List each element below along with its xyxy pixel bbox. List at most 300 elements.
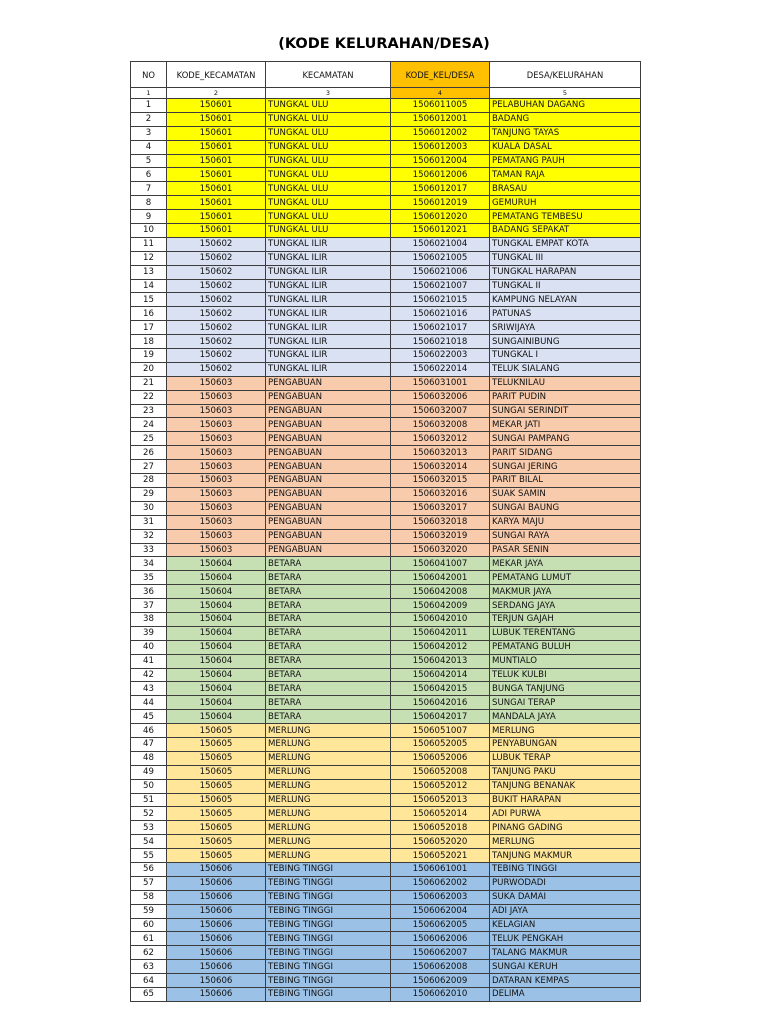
desa-kelurahan-cell: LUBUK TERENTANG (490, 626, 641, 640)
kode-kecamatan-cell: 150602 (167, 307, 266, 321)
desa-kelurahan-cell: TANJUNG MAKMUR (490, 849, 641, 863)
desa-kelurahan-cell: KARYA MAJU (490, 515, 641, 529)
kode-kecamatan-cell: 150602 (167, 251, 266, 265)
kecamatan-cell: TUNGKAL ILIR (266, 335, 391, 349)
table-row (131, 265, 641, 279)
kode-kel-desa-cell: 1506062006 (391, 932, 490, 946)
row-no: 9 (131, 210, 167, 224)
table-row (131, 557, 641, 571)
desa-kelurahan-cell: PATUNAS (490, 307, 641, 321)
header-desa-kelurahan: DESA/KELURAHAN (490, 62, 641, 88)
kode-kecamatan-cell: 150601 (167, 168, 266, 182)
row-no: 11 (131, 237, 167, 251)
desa-kelurahan-cell: PASAR SENIN (490, 543, 641, 557)
row-no: 20 (131, 362, 167, 376)
row-no: 12 (131, 251, 167, 265)
kode-kel-desa-cell: 1506062010 (391, 988, 490, 1002)
kode-kecamatan-cell: 150601 (167, 99, 266, 113)
kecamatan-cell: TUNGKAL ULU (266, 126, 391, 140)
kode-kel-desa-cell: 1506052020 (391, 835, 490, 849)
table-row (131, 682, 641, 696)
row-no: 25 (131, 432, 167, 446)
kecamatan-cell: TEBING TINGGI (266, 932, 391, 946)
table-row (131, 99, 641, 113)
kode-kecamatan-cell: 150601 (167, 196, 266, 210)
kode-kecamatan-cell: 150602 (167, 321, 266, 335)
row-no: 18 (131, 335, 167, 349)
kode-kel-desa-cell: 1506021015 (391, 293, 490, 307)
kecamatan-cell: MERLUNG (266, 765, 391, 779)
row-no: 31 (131, 515, 167, 529)
kecamatan-cell: TUNGKAL ULU (266, 140, 391, 154)
header-no: NO (131, 62, 167, 88)
kode-kel-desa-cell: 1506012004 (391, 154, 490, 168)
desa-kelurahan-cell: TUNGKAL II (490, 279, 641, 293)
table-row (131, 432, 641, 446)
row-no: 17 (131, 321, 167, 335)
kode-kel-desa-cell: 1506012021 (391, 224, 490, 238)
kode-kecamatan-cell: 150601 (167, 154, 266, 168)
row-no: 50 (131, 779, 167, 793)
row-no: 7 (131, 182, 167, 196)
table-row (131, 224, 641, 238)
kecamatan-cell: TEBING TINGGI (266, 988, 391, 1002)
desa-kelurahan-cell: SUNGAINIBUNG (490, 335, 641, 349)
desa-kelurahan-cell: MANDALA JAYA (490, 710, 641, 724)
desa-kelurahan-cell: TALANG MAKMUR (490, 946, 641, 960)
row-no: 58 (131, 890, 167, 904)
desa-kelurahan-cell: SERDANG JAYA (490, 599, 641, 613)
kecamatan-cell: TUNGKAL ILIR (266, 307, 391, 321)
kode-kel-desa-cell: 1506032017 (391, 501, 490, 515)
table-row (131, 737, 641, 751)
kode-kel-desa-cell: 1506012001 (391, 112, 490, 126)
desa-kelurahan-cell: TELUK PENGKAH (490, 932, 641, 946)
kode-kecamatan-cell: 150604 (167, 640, 266, 654)
kecamatan-cell: BETARA (266, 626, 391, 640)
desa-kelurahan-cell: SRIWIJAYA (490, 321, 641, 335)
row-no: 64 (131, 974, 167, 988)
kecamatan-cell: PENGABUAN (266, 529, 391, 543)
table-row (131, 849, 641, 863)
row-no: 21 (131, 376, 167, 390)
table-row (131, 154, 641, 168)
desa-kelurahan-cell: PARIT BILAL (490, 474, 641, 488)
desa-kelurahan-cell: LUBUK TERAP (490, 751, 641, 765)
page-title: (KODE KELURAHAN/DESA) (278, 36, 490, 52)
row-no: 35 (131, 571, 167, 585)
desa-kelurahan-cell: TANJUNG PAKU (490, 765, 641, 779)
table-row (131, 251, 641, 265)
row-no: 24 (131, 418, 167, 432)
kecamatan-cell: PENGABUAN (266, 501, 391, 515)
kode-kel-desa-cell: 1506042016 (391, 696, 490, 710)
row-no: 30 (131, 501, 167, 515)
desa-kelurahan-cell: KUALA DASAL (490, 140, 641, 154)
kode-kel-desa-cell: 1506021004 (391, 237, 490, 251)
column-number: 2 (167, 88, 266, 99)
row-no: 16 (131, 307, 167, 321)
desa-kelurahan-cell: PEMATANG LUMUT (490, 571, 641, 585)
kecamatan-cell: BETARA (266, 557, 391, 571)
kode-kecamatan-cell: 150606 (167, 946, 266, 960)
row-no: 54 (131, 835, 167, 849)
row-no: 5 (131, 154, 167, 168)
row-no: 28 (131, 474, 167, 488)
kecamatan-cell: TEBING TINGGI (266, 918, 391, 932)
kecamatan-cell: BETARA (266, 599, 391, 613)
table-body (131, 99, 641, 1002)
table-row (131, 724, 641, 738)
kelurahan-table (130, 61, 641, 1002)
table-row (131, 599, 641, 613)
kecamatan-cell: TEBING TINGGI (266, 862, 391, 876)
row-no: 26 (131, 446, 167, 460)
kode-kecamatan-cell: 150601 (167, 140, 266, 154)
kode-kel-desa-cell: 1506042011 (391, 626, 490, 640)
row-no: 53 (131, 821, 167, 835)
kecamatan-cell: MERLUNG (266, 737, 391, 751)
kode-kel-desa-cell: 1506051007 (391, 724, 490, 738)
row-no: 42 (131, 668, 167, 682)
kecamatan-cell: PENGABUAN (266, 432, 391, 446)
kode-kecamatan-cell: 150604 (167, 626, 266, 640)
table-row (131, 890, 641, 904)
kode-kecamatan-cell: 150601 (167, 126, 266, 140)
row-no: 6 (131, 168, 167, 182)
kode-kel-desa-cell: 1506012002 (391, 126, 490, 140)
kode-kecamatan-cell: 150605 (167, 849, 266, 863)
table-row (131, 793, 641, 807)
column-number: 1 (131, 88, 167, 99)
desa-kelurahan-cell: MEKAR JATI (490, 418, 641, 432)
table-row (131, 293, 641, 307)
desa-kelurahan-cell: MUNTIALO (490, 654, 641, 668)
kode-kecamatan-cell: 150602 (167, 279, 266, 293)
kecamatan-cell: MERLUNG (266, 793, 391, 807)
kode-kel-desa-cell: 1506021006 (391, 265, 490, 279)
kode-kel-desa-cell: 1506021018 (391, 335, 490, 349)
table-row (131, 335, 641, 349)
table-row (131, 390, 641, 404)
kode-kel-desa-cell: 1506062004 (391, 904, 490, 918)
kode-kecamatan-cell: 150606 (167, 862, 266, 876)
header-kode-kel-desa: KODE_KEL/DESA (391, 62, 490, 88)
kode-kecamatan-cell: 150604 (167, 571, 266, 585)
table-row (131, 946, 641, 960)
kecamatan-cell: MERLUNG (266, 821, 391, 835)
kode-kel-desa-cell: 1506032007 (391, 404, 490, 418)
kecamatan-cell: BETARA (266, 668, 391, 682)
table-row (131, 751, 641, 765)
kode-kel-desa-cell: 1506012006 (391, 168, 490, 182)
desa-kelurahan-cell: TEBING TINGGI (490, 862, 641, 876)
row-no: 49 (131, 765, 167, 779)
kecamatan-cell: BETARA (266, 696, 391, 710)
desa-kelurahan-cell: PARIT SIDANG (490, 446, 641, 460)
table-row (131, 404, 641, 418)
kode-kecamatan-cell: 150604 (167, 612, 266, 626)
desa-kelurahan-cell: PEMATANG TEMBESU (490, 210, 641, 224)
desa-kelurahan-cell: SUNGAI SERINDIT (490, 404, 641, 418)
header-kode-kecamatan: KODE_KECAMATAN (167, 62, 266, 88)
kode-kel-desa-cell: 1506052014 (391, 807, 490, 821)
kode-kel-desa-cell: 1506041007 (391, 557, 490, 571)
kode-kel-desa-cell: 1506062002 (391, 876, 490, 890)
kecamatan-cell: PENGABUAN (266, 460, 391, 474)
row-no: 4 (131, 140, 167, 154)
row-no: 43 (131, 682, 167, 696)
kode-kel-desa-cell: 1506022014 (391, 362, 490, 376)
kecamatan-cell: TUNGKAL ILIR (266, 362, 391, 376)
desa-kelurahan-cell: SUAK SAMIN (490, 487, 641, 501)
kecamatan-cell: PENGABUAN (266, 390, 391, 404)
row-no: 47 (131, 737, 167, 751)
row-no: 62 (131, 946, 167, 960)
table-row (131, 112, 641, 126)
kode-kecamatan-cell: 150603 (167, 404, 266, 418)
desa-kelurahan-cell: PEMATANG PAUH (490, 154, 641, 168)
kecamatan-cell: BETARA (266, 710, 391, 724)
kode-kel-desa-cell: 1506052006 (391, 751, 490, 765)
row-no: 56 (131, 862, 167, 876)
kode-kel-desa-cell: 1506021007 (391, 279, 490, 293)
row-no: 59 (131, 904, 167, 918)
desa-kelurahan-cell: SUNGAI KERUH (490, 960, 641, 974)
kode-kecamatan-cell: 150606 (167, 960, 266, 974)
row-no: 1 (131, 99, 167, 113)
kecamatan-cell: TUNGKAL ILIR (266, 251, 391, 265)
kode-kel-desa-cell: 1506052018 (391, 821, 490, 835)
kode-kel-desa-cell: 1506042010 (391, 612, 490, 626)
column-number-row (131, 88, 641, 99)
desa-kelurahan-cell: SUNGAI RAYA (490, 529, 641, 543)
table-row (131, 807, 641, 821)
table-row (131, 988, 641, 1002)
row-no: 2 (131, 112, 167, 126)
table-row (131, 626, 641, 640)
kode-kecamatan-cell: 150602 (167, 362, 266, 376)
kode-kecamatan-cell: 150603 (167, 446, 266, 460)
kecamatan-cell: TEBING TINGGI (266, 946, 391, 960)
kode-kecamatan-cell: 150603 (167, 529, 266, 543)
kode-kel-desa-cell: 1506032019 (391, 529, 490, 543)
kode-kecamatan-cell: 150606 (167, 974, 266, 988)
table-row (131, 349, 641, 363)
desa-kelurahan-cell: BUKIT HARAPAN (490, 793, 641, 807)
kode-kel-desa-cell: 1506042012 (391, 640, 490, 654)
kecamatan-cell: MERLUNG (266, 807, 391, 821)
kode-kecamatan-cell: 150605 (167, 835, 266, 849)
kecamatan-cell: TUNGKAL ILIR (266, 349, 391, 363)
table-row (131, 501, 641, 515)
table-row (131, 418, 641, 432)
row-no: 38 (131, 612, 167, 626)
kode-kecamatan-cell: 150605 (167, 751, 266, 765)
row-no: 32 (131, 529, 167, 543)
table-row (131, 932, 641, 946)
desa-kelurahan-cell: BUNGA TANJUNG (490, 682, 641, 696)
kode-kel-desa-cell: 1506012019 (391, 196, 490, 210)
kode-kel-desa-cell: 1506021016 (391, 307, 490, 321)
kecamatan-cell: TEBING TINGGI (266, 960, 391, 974)
table-row (131, 640, 641, 654)
table-row (131, 321, 641, 335)
kode-kecamatan-cell: 150603 (167, 460, 266, 474)
desa-kelurahan-cell: PARIT PUDIN (490, 390, 641, 404)
kode-kecamatan-cell: 150604 (167, 710, 266, 724)
kecamatan-cell: TUNGKAL ULU (266, 196, 391, 210)
desa-kelurahan-cell: ADI PURWA (490, 807, 641, 821)
kode-kecamatan-cell: 150603 (167, 487, 266, 501)
kode-kecamatan-cell: 150603 (167, 432, 266, 446)
kecamatan-cell: TUNGKAL ILIR (266, 321, 391, 335)
row-no: 45 (131, 710, 167, 724)
table-row (131, 710, 641, 724)
kode-kel-desa-cell: 1506042013 (391, 654, 490, 668)
table-row (131, 210, 641, 224)
column-number: 4 (391, 88, 490, 99)
table-row (131, 904, 641, 918)
kode-kecamatan-cell: 150604 (167, 585, 266, 599)
table-row (131, 279, 641, 293)
desa-kelurahan-cell: PEMATANG BULUH (490, 640, 641, 654)
desa-kelurahan-cell: TUNGKAL EMPAT KOTA (490, 237, 641, 251)
desa-kelurahan-cell: MAKMUR JAYA (490, 585, 641, 599)
table-row (131, 182, 641, 196)
kode-kel-desa-cell: 1506022003 (391, 349, 490, 363)
kode-kel-desa-cell: 1506062008 (391, 960, 490, 974)
kode-kel-desa-cell: 1506061001 (391, 862, 490, 876)
kode-kecamatan-cell: 150605 (167, 737, 266, 751)
kode-kel-desa-cell: 1506032014 (391, 460, 490, 474)
kecamatan-cell: MERLUNG (266, 849, 391, 863)
table-row (131, 918, 641, 932)
kode-kel-desa-cell: 1506052021 (391, 849, 490, 863)
kecamatan-cell: PENGABUAN (266, 376, 391, 390)
kode-kecamatan-cell: 150606 (167, 932, 266, 946)
table-row (131, 237, 641, 251)
desa-kelurahan-cell: PINANG GADING (490, 821, 641, 835)
kode-kel-desa-cell: 1506032020 (391, 543, 490, 557)
desa-kelurahan-cell: TELUK SIALANG (490, 362, 641, 376)
table-row (131, 571, 641, 585)
kecamatan-cell: BETARA (266, 612, 391, 626)
kode-kel-desa-cell: 1506032013 (391, 446, 490, 460)
row-no: 29 (131, 487, 167, 501)
desa-kelurahan-cell: PENYABUNGAN (490, 737, 641, 751)
table-row (131, 612, 641, 626)
desa-kelurahan-cell: PURWODADI (490, 876, 641, 890)
desa-kelurahan-cell: DATARAN KEMPAS (490, 974, 641, 988)
table-row (131, 515, 641, 529)
kode-kel-desa-cell: 1506042015 (391, 682, 490, 696)
row-no: 34 (131, 557, 167, 571)
row-no: 27 (131, 460, 167, 474)
table-row (131, 779, 641, 793)
desa-kelurahan-cell: BRASAU (490, 182, 641, 196)
kecamatan-cell: PENGABUAN (266, 418, 391, 432)
kode-kel-desa-cell: 1506042017 (391, 710, 490, 724)
kode-kecamatan-cell: 150603 (167, 418, 266, 432)
kecamatan-cell: TUNGKAL ILIR (266, 279, 391, 293)
table-row (131, 696, 641, 710)
kode-kecamatan-cell: 150604 (167, 668, 266, 682)
kode-kel-desa-cell: 1506042008 (391, 585, 490, 599)
kode-kecamatan-cell: 150602 (167, 349, 266, 363)
kecamatan-cell: BETARA (266, 654, 391, 668)
kode-kecamatan-cell: 150606 (167, 890, 266, 904)
kode-kecamatan-cell: 150606 (167, 988, 266, 1002)
kode-kecamatan-cell: 150605 (167, 765, 266, 779)
table-row (131, 140, 641, 154)
kode-kel-desa-cell: 1506062009 (391, 974, 490, 988)
row-no: 55 (131, 849, 167, 863)
kode-kecamatan-cell: 150601 (167, 210, 266, 224)
row-no: 39 (131, 626, 167, 640)
row-no: 22 (131, 390, 167, 404)
row-no: 60 (131, 918, 167, 932)
row-no: 57 (131, 876, 167, 890)
kecamatan-cell: BETARA (266, 640, 391, 654)
desa-kelurahan-cell: TUNGKAL I (490, 349, 641, 363)
desa-kelurahan-cell: TELUKNILAU (490, 376, 641, 390)
kecamatan-cell: MERLUNG (266, 835, 391, 849)
kode-kecamatan-cell: 150603 (167, 501, 266, 515)
kode-kecamatan-cell: 150604 (167, 557, 266, 571)
kode-kecamatan-cell: 150603 (167, 376, 266, 390)
table-row (131, 376, 641, 390)
desa-kelurahan-cell: ADI JAYA (490, 904, 641, 918)
row-no: 41 (131, 654, 167, 668)
table-row (131, 974, 641, 988)
kode-kecamatan-cell: 150604 (167, 682, 266, 696)
kode-kecamatan-cell: 150601 (167, 224, 266, 238)
table-row (131, 585, 641, 599)
row-no: 44 (131, 696, 167, 710)
table-row (131, 168, 641, 182)
table-row (131, 474, 641, 488)
row-no: 46 (131, 724, 167, 738)
kecamatan-cell: PENGABUAN (266, 487, 391, 501)
kode-kecamatan-cell: 150606 (167, 918, 266, 932)
kecamatan-cell: PENGABUAN (266, 543, 391, 557)
kode-kel-desa-cell: 1506032012 (391, 432, 490, 446)
desa-kelurahan-cell: TANJUNG TAYAS (490, 126, 641, 140)
header-row (131, 62, 641, 88)
desa-kelurahan-cell: SUNGAI BAUNG (490, 501, 641, 515)
desa-kelurahan-cell: BADANG SEPAKAT (490, 224, 641, 238)
desa-kelurahan-cell: SUNGAI JERING (490, 460, 641, 474)
row-no: 23 (131, 404, 167, 418)
kode-kecamatan-cell: 150605 (167, 807, 266, 821)
kecamatan-cell: TUNGKAL ULU (266, 168, 391, 182)
table-row (131, 446, 641, 460)
kode-kecamatan-cell: 150605 (167, 724, 266, 738)
kecamatan-cell: PENGABUAN (266, 515, 391, 529)
table-row (131, 487, 641, 501)
desa-kelurahan-cell: TELUK KULBI (490, 668, 641, 682)
desa-kelurahan-cell: KAMPUNG NELAYAN (490, 293, 641, 307)
kecamatan-cell: TEBING TINGGI (266, 904, 391, 918)
table-row (131, 835, 641, 849)
kode-kel-desa-cell: 1506032016 (391, 487, 490, 501)
table-row (131, 821, 641, 835)
table-row (131, 362, 641, 376)
desa-kelurahan-cell: KELAGIAN (490, 918, 641, 932)
desa-kelurahan-cell: SUKA DAMAI (490, 890, 641, 904)
kode-kel-desa-cell: 1506042014 (391, 668, 490, 682)
